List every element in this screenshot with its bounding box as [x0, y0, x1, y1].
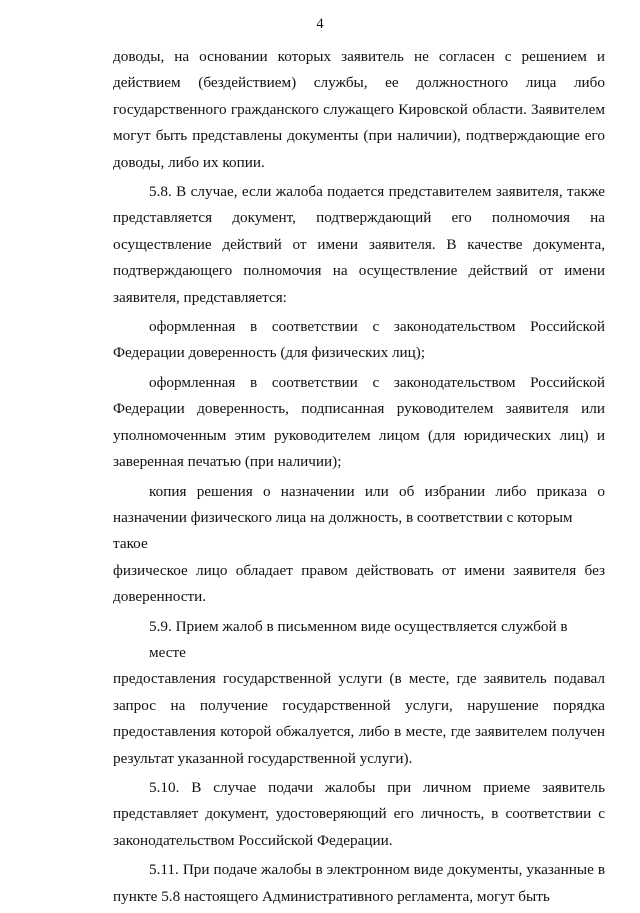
text-line: подтверждающего полномочия на осуществление действий от имени: [113, 262, 605, 280]
text-line: предоставления которой обжалуется, либо в месте, где заявителем получен: [113, 723, 605, 741]
paragraph: [113, 614, 605, 772]
text-line: доверенности.: [113, 588, 207, 606]
text-line: оформленная в соответствии с законодательством Российской: [149, 318, 605, 336]
text-line: 5.9. Прием жалоб в письменном виде осуществляется службой в месте: [149, 617, 568, 661]
text-line: могут быть представлены документы (при наличии), подтверждающие его: [113, 127, 605, 145]
paragraph: [113, 775, 605, 854]
text-line: осуществление действий от имени заявителя. В качестве документа,: [113, 235, 605, 253]
paragraph: [113, 370, 605, 476]
text-line: представляет документ, удостоверяющий его личность, в соответствии с: [113, 805, 605, 823]
text-line: пункте 5.8 настоящего Административного регламента, могут быть: [113, 887, 550, 905]
text-line: оформленная в соответствии с законодательством Российской: [149, 373, 605, 391]
text-line: копия решения о назначении или об избрании либо приказа о: [149, 482, 605, 500]
text-line: 5.11. При подаче жалобы в электронном виде документы, указанные в: [149, 861, 605, 879]
text-line: результат указанной государственной услуги).: [113, 749, 413, 767]
text-line: государственного гражданского служащего Кировской области. Заявителем: [113, 100, 605, 118]
page-number: 4: [316, 16, 324, 32]
paragraph: [113, 857, 605, 910]
text-line: действием (бездействием) службы, ее должностного лица либо: [113, 74, 605, 92]
text-line: доводы, на основании которых заявитель не согласен с решением и: [113, 48, 605, 65]
text-line: законодательством Российской Федерации.: [113, 831, 393, 849]
text-line: назначении физического лица на должность, в соответствии с которым такое: [113, 508, 573, 553]
paragraph: [113, 479, 605, 611]
text-line: физическое лицо обладает правом действовать от имени заявителя без: [113, 561, 605, 579]
paragraph: [113, 314, 605, 367]
text-line: доводы, либо их копии.: [113, 153, 265, 171]
text-line: представляется документ, подтверждающий его полномочия на: [113, 209, 605, 227]
text-line: Федерации доверенность (для физических лиц);: [113, 344, 426, 362]
text-line: 5.10. В случае подачи жалобы при личном приеме заявитель: [149, 778, 605, 796]
text-line: заявителя, представляется:: [113, 288, 287, 306]
document-body: [113, 44, 605, 913]
text-line: уполномоченным этим руководителем лицом (для юридических лиц) и: [113, 426, 605, 444]
paragraph: [113, 44, 605, 176]
text-line: запрос на получение государственной услуги, нарушение порядка: [113, 696, 605, 714]
paragraph: [113, 179, 605, 311]
text-line: 5.8. В случае, если жалоба подается представителем заявителя, также: [149, 183, 605, 201]
text-line: предоставления государственной услуги (в месте, где заявитель подавал: [113, 670, 605, 688]
text-line: Федерации доверенность, подписанная руководителем заявителя или: [113, 400, 605, 418]
text-line: заверенная печатью (при наличии);: [113, 453, 342, 471]
